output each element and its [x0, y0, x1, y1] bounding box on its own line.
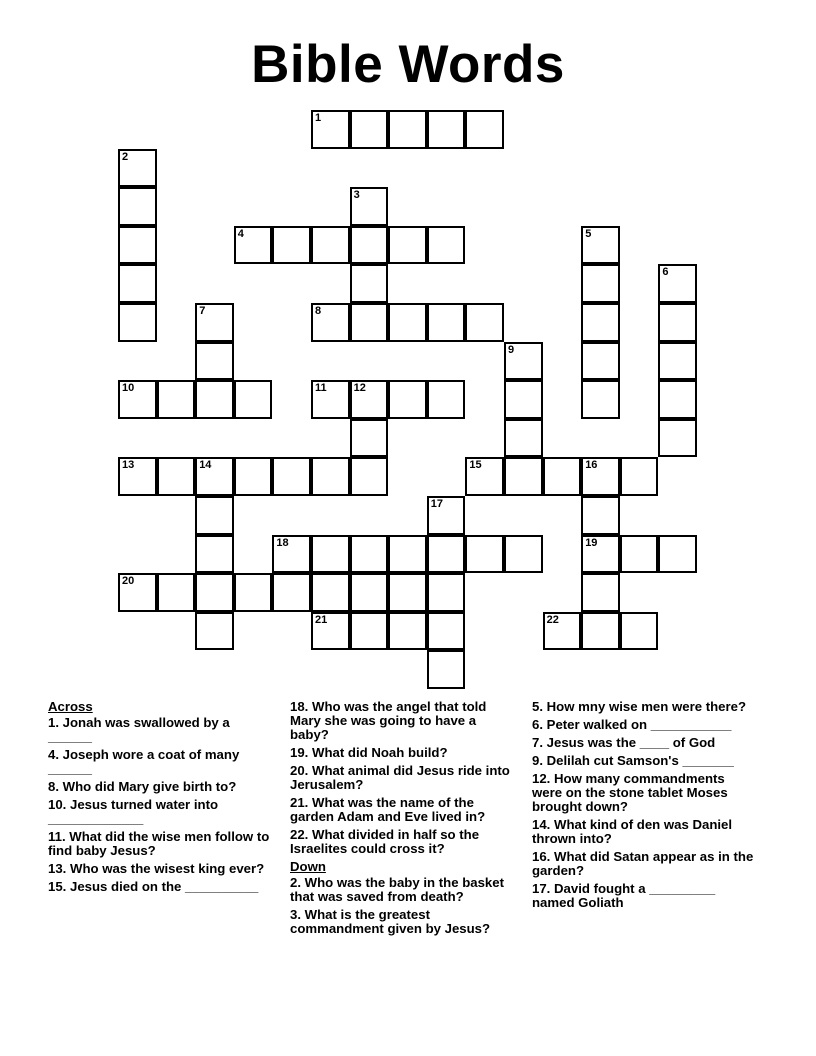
grid-cell[interactable]: [427, 380, 466, 419]
clues-column-3: [532, 700, 758, 914]
clue-text: 22. What divided in half so the Israelites could cross it?: [290, 827, 480, 856]
grid-cell[interactable]: [620, 612, 659, 651]
grid-cell[interactable]: [272, 457, 311, 496]
grid-cell[interactable]: [118, 457, 157, 496]
grid-cell[interactable]: [465, 303, 504, 342]
grid-cell[interactable]: [234, 573, 273, 612]
grid-cell[interactable]: [234, 457, 273, 496]
section-heading: Down: [290, 859, 326, 874]
grid-cell[interactable]: [195, 342, 234, 381]
grid-cell[interactable]: [658, 535, 697, 574]
grid-cell[interactable]: [465, 535, 504, 574]
clue-text: 15. Jesus died on the __________: [48, 879, 259, 894]
clue-number: 3: [353, 189, 360, 202]
clue-text: 3. What is the greatest commandment given by Jesus?: [290, 907, 491, 936]
clue-number: 12: [353, 382, 366, 395]
grid-cell[interactable]: [311, 226, 350, 265]
grid-cell[interactable]: [504, 457, 543, 496]
clue-text: 18. Who was the angel that told Mary she was going to have a baby?: [290, 699, 487, 742]
grid-cell[interactable]: [543, 612, 582, 651]
clue-number: 4: [237, 227, 244, 240]
clue-number: 7: [199, 305, 206, 317]
clue-number: 2: [122, 150, 129, 163]
clue-text: 1. Jonah was swallowed by a ______: [48, 715, 230, 744]
grid-cell[interactable]: [311, 303, 350, 342]
grid-cell[interactable]: [157, 457, 196, 496]
clue-text: 12. How many commandments were on the stone tablet Moses brought down?: [532, 771, 728, 814]
grid-cell[interactable]: [118, 303, 157, 342]
grid-cell[interactable]: [350, 457, 389, 496]
grid-cell[interactable]: [118, 573, 157, 612]
grid-cell[interactable]: [118, 226, 157, 265]
grid-cell[interactable]: [195, 303, 234, 342]
grid-cell[interactable]: [504, 342, 543, 381]
grid-cell[interactable]: [195, 573, 234, 612]
clue-number: 13: [122, 459, 135, 472]
grid-cell[interactable]: [195, 535, 234, 574]
grid-cell[interactable]: [658, 380, 697, 419]
clue-number: 22: [546, 613, 559, 626]
grid-cell[interactable]: [350, 303, 389, 342]
grid-cell[interactable]: [620, 535, 659, 574]
grid-cell[interactable]: [581, 573, 620, 612]
grid-cell[interactable]: [658, 264, 697, 303]
grid-cell[interactable]: [350, 419, 389, 458]
clues-column-2: [290, 700, 516, 940]
grid-cell[interactable]: [427, 110, 466, 149]
grid-cell[interactable]: [581, 264, 620, 303]
grid-cell[interactable]: [311, 457, 350, 496]
clue-number: 11: [315, 382, 327, 395]
clue-text: 19. What did Noah build?: [290, 745, 448, 760]
grid-cell[interactable]: [157, 380, 196, 419]
grid-cell[interactable]: [350, 226, 389, 265]
grid-cell[interactable]: [465, 110, 504, 149]
clue-text: 14. What kind of den was Daniel thrown into?: [532, 817, 733, 846]
clue-number: 20: [122, 575, 135, 588]
clue-number: 6: [662, 266, 669, 279]
clue-number: 9: [508, 343, 515, 356]
grid-cell[interactable]: [581, 342, 620, 381]
grid-cell[interactable]: [311, 573, 350, 612]
grid-cell[interactable]: [504, 380, 543, 419]
grid-cell[interactable]: [581, 226, 620, 265]
grid-cell[interactable]: [311, 535, 350, 574]
grid-cell[interactable]: [427, 650, 466, 689]
clue-text: 20. What animal did Jesus ride into Jerusalem?: [290, 763, 510, 792]
clue-number: 15: [469, 459, 482, 472]
grid-cell[interactable]: [350, 535, 389, 574]
grid-cell[interactable]: [350, 380, 389, 419]
grid-cell[interactable]: [658, 419, 697, 458]
clue-number: 18: [276, 536, 289, 549]
clue-number: 17: [430, 498, 444, 510]
clues-column-1: [48, 700, 274, 898]
grid-cell[interactable]: [157, 573, 196, 612]
grid-cell[interactable]: [388, 303, 427, 342]
grid-cell[interactable]: [581, 380, 620, 419]
grid-cell[interactable]: [350, 187, 389, 226]
clue-text: 11. What did the wise men follow to find baby Jesus?: [48, 829, 270, 858]
grid-cell[interactable]: [118, 264, 157, 303]
clue-text: 8. Who did Mary give birth to?: [48, 779, 237, 794]
grid-cell[interactable]: [388, 573, 427, 612]
grid-cell[interactable]: [272, 573, 311, 612]
clue-number: 10: [122, 382, 135, 395]
clue-text: 2. Who was the baby in the basket that was saved from death?: [290, 875, 504, 904]
grid-cell[interactable]: [581, 496, 620, 535]
grid-cell[interactable]: [195, 496, 234, 535]
section-heading: Across: [48, 699, 93, 714]
clue-text: 17. David fought a _________ named Goliath: [532, 881, 716, 910]
clue-text: 13. Who was the wisest king ever?: [48, 861, 265, 876]
clue-number: 5: [585, 227, 592, 240]
grid-cell[interactable]: [388, 380, 427, 419]
grid-cell[interactable]: [311, 110, 350, 149]
clue-number: 21: [315, 613, 328, 626]
grid-cell[interactable]: [504, 419, 543, 458]
clue-text: 6. Peter walked on ___________: [532, 717, 732, 732]
page-title: Bible Words: [251, 35, 565, 94]
clue-text: 10. Jesus turned water into _____________: [48, 797, 219, 826]
grid-cell[interactable]: [272, 535, 311, 574]
grid-cell[interactable]: [350, 110, 389, 149]
grid-cell[interactable]: [195, 612, 234, 651]
clue-number: 8: [315, 305, 322, 317]
grid-cell[interactable]: [311, 612, 350, 651]
clue-text: 5. How mny wise men were there?: [532, 699, 747, 714]
clue-number: 16: [585, 459, 598, 472]
clue-text: 9. Delilah cut Samson's _______: [532, 753, 734, 768]
grid-cell[interactable]: [427, 573, 466, 612]
grid-cell[interactable]: [581, 457, 620, 496]
grid-cell[interactable]: [581, 535, 620, 574]
clue-text: 21. What was the name of the garden Adam and Eve lived in?: [290, 795, 486, 824]
grid-cell[interactable]: [234, 380, 273, 419]
grid-cell[interactable]: [658, 342, 697, 381]
grid-cell[interactable]: [118, 149, 157, 188]
clue-text: 7. Jesus was the ____ of God: [532, 735, 716, 750]
grid-cell[interactable]: [427, 303, 466, 342]
grid-cell[interactable]: [543, 457, 582, 496]
clue-number: 1: [315, 112, 322, 124]
grid-cell[interactable]: [427, 496, 466, 535]
grid-cell[interactable]: [388, 110, 427, 149]
clue-text: 16. What did Satan appear as in the garden?: [532, 849, 754, 878]
grid-cell[interactable]: [504, 535, 543, 574]
clue-number: 14: [199, 459, 212, 472]
grid-cell[interactable]: [195, 457, 234, 496]
clue-number: 19: [585, 536, 598, 549]
grid-cell[interactable]: [581, 612, 620, 651]
grid-cell[interactable]: [350, 573, 389, 612]
grid-cell[interactable]: [118, 380, 157, 419]
clue-text: 4. Joseph wore a coat of many ______: [48, 747, 240, 776]
grid-cell[interactable]: [658, 303, 697, 342]
grid-cell[interactable]: [388, 535, 427, 574]
grid-cell[interactable]: [427, 535, 466, 574]
grid-cell[interactable]: [581, 303, 620, 342]
grid-cell[interactable]: [195, 380, 234, 419]
grid-cell[interactable]: [118, 187, 157, 226]
grid-cell[interactable]: [388, 226, 427, 265]
grid-cell[interactable]: [234, 226, 273, 265]
grid-cell[interactable]: [388, 612, 427, 651]
grid-cell[interactable]: [620, 457, 659, 496]
grid-cell[interactable]: [272, 226, 311, 265]
grid-cell[interactable]: [311, 380, 350, 419]
grid-cell[interactable]: [465, 457, 504, 496]
grid-cell[interactable]: [350, 612, 389, 651]
grid-cell[interactable]: [427, 226, 466, 265]
grid-cell[interactable]: [350, 264, 389, 303]
grid-cell[interactable]: [427, 612, 466, 651]
